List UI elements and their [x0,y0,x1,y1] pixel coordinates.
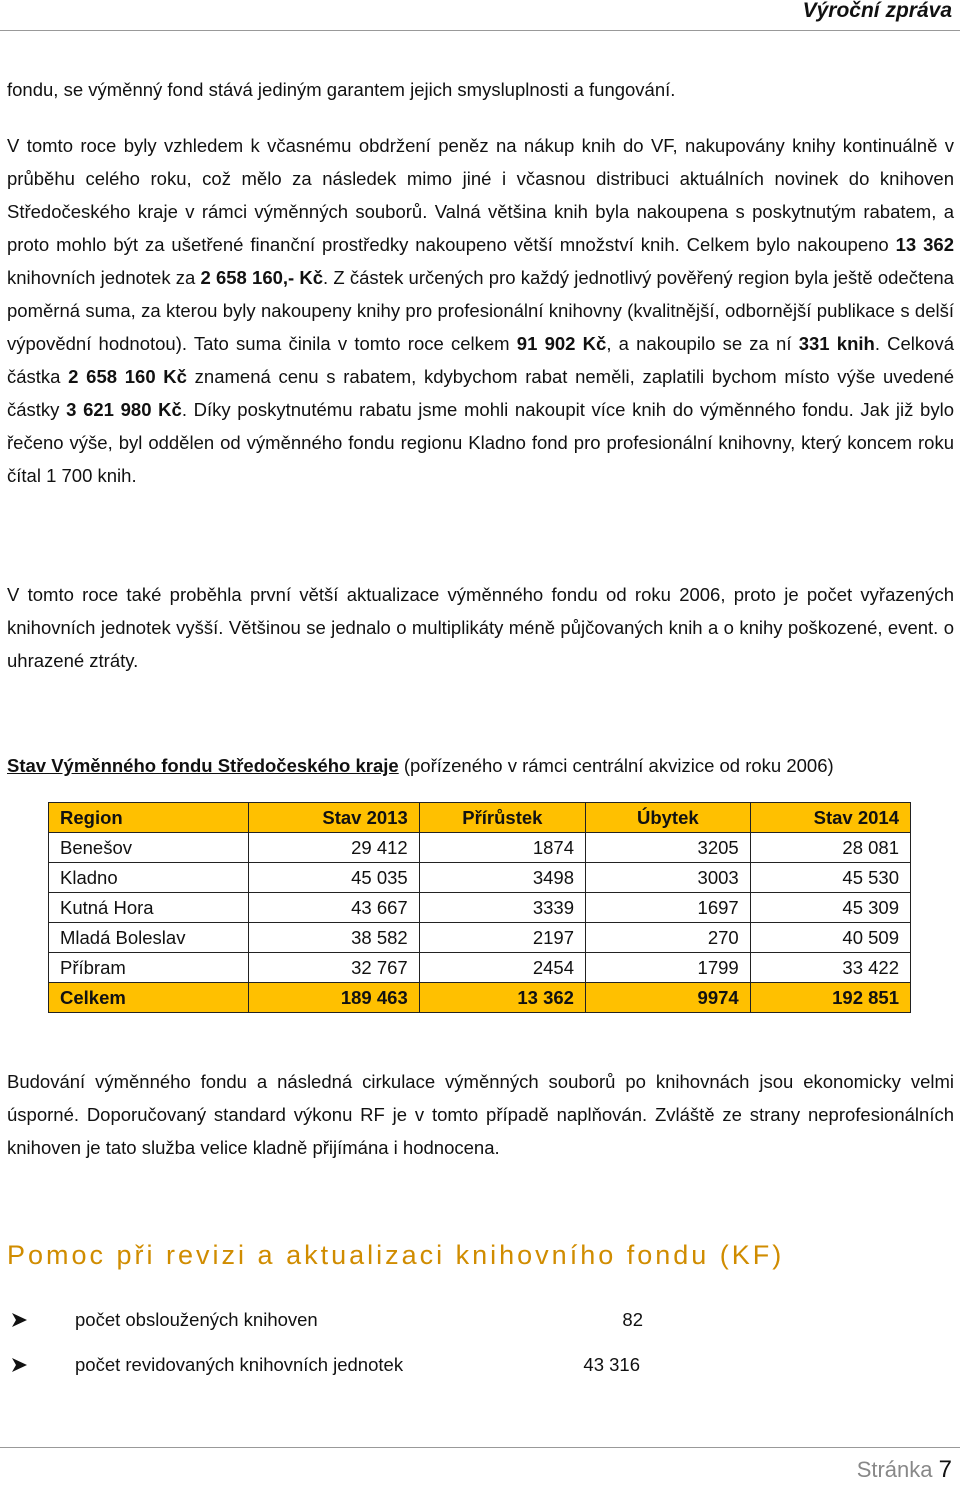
cell-ubytek: 1799 [585,953,750,983]
cell-total-label: Celkem [49,983,249,1013]
cell-region: Kladno [49,863,249,893]
table-row [49,863,911,893]
column-header-stav-2013: Stav 2013 [249,803,419,833]
text-run: znamená cenu s rabatem, kdybychom rabat neměli, zaplatili bychom místo výše uvedené částky [7,366,954,420]
paragraph-circulation: Budování výměnného fondu a následná cirkulace výměnných souborů po knihovnách jsou ekonomicky velmi úsporné. Doporučovaný standard výkonu RF je v tomto případě naplňován. Zvláště ze strany neprofesionálních knihoven je tato služba velice kladně přijímána i hodnocena. [7,1071,954,1158]
bold-discount-price: 2 658 160 Kč [68,366,187,387]
section-title: Pomoc při revizi a aktualizaci knihovního fondu (KF) [7,1240,785,1270]
paragraph-purchases [7,129,954,492]
cell-prirustek: 2454 [419,953,585,983]
text-run: . Z částek určených pro každý jednotlivý pověřený region byla ještě odečtena poměrná suma, za kterou byly nakoupeny knihy pro profesionální knihovny (kvalitnější, odbornější publikace s delší výpovědní hodnotou). Tato suma činila v tomto roce celkem [7,267,954,354]
footer-divider [0,1447,960,1448]
cell-region: Kutná Hora [49,893,249,923]
arrow-bullet-icon [9,1305,31,1335]
cell-total-stav-2013: 189 463 [249,983,419,1013]
table-row [49,833,911,863]
text-run: . Díky poskytnutému rabatu jsme mohli nakoupit více knih do výměnného fondu. Jak již bylo řečeno výše, byl oddělen od výměnného fondu regionu Kladno fond pro profesionální knihovny, který koncem roku čítal 1 700 knih. [7,399,954,486]
table-row [49,923,911,953]
cell-region: Mladá Boleslav [49,923,249,953]
table-header-row [49,803,911,833]
paragraph-intro: fondu, se výměnný fond stává jediným garantem jejich smysluplnosti a fungování. [7,79,676,100]
cell-prirustek: 3339 [419,893,585,923]
bold-professional-books: 331 knih [798,333,875,354]
bold-units-purchased: 13 362 [895,234,954,255]
cell-stav-2013: 45 035 [249,863,419,893]
table-total-row [49,983,911,1013]
cell-total-stav-2014: 192 851 [750,983,910,1013]
column-header-prirustek: Přírůstek [419,803,585,833]
text-run: , a nakoupilo se za ní [606,333,799,354]
cell-stav-2014: 45 309 [750,893,910,923]
column-header-region: Region [49,803,249,833]
cell-region: Příbram [49,953,249,983]
cell-ubytek: 3205 [585,833,750,863]
cell-total-ubytek: 9974 [585,983,750,1013]
column-header-ubytek: Úbytek [585,803,750,833]
page-number: 7 [938,1456,952,1483]
column-header-stav-2014: Stav 2014 [750,803,910,833]
page-label: Stránka [856,1457,933,1482]
cell-stav-2013: 43 667 [249,893,419,923]
header-divider [0,30,960,31]
cell-ubytek: 1697 [585,893,750,923]
cell-stav-2013: 32 767 [249,953,419,983]
cell-ubytek: 270 [585,923,750,953]
bullet-value: 43 316 [583,1354,640,1375]
bold-professional-sum: 91 902 Kč [516,333,607,354]
table-row [49,953,911,983]
cell-prirustek: 3498 [419,863,585,893]
page-footer [857,1456,952,1484]
text-run: V tomto roce byly vzhledem k včasnému obdržení peněz na nákup knih do VF, nakupovány knihy kontinuálně v průběhu celého roku, což mělo za následek mimo jiné i včasnou distribuci aktuálních novinek do knihoven Středočeského kraje v rámci výměnných souborů. Valná většina knih byla nakoupena s poskytnutým rabatem, a proto mohlo být za ušetřené finanční prostředky nakoupeno větší množství knih. Celkem bylo nakoupeno [7,135,954,255]
bold-total-cost: 2 658 160,- Kč [200,267,324,288]
cell-ubytek: 3003 [585,863,750,893]
fund-status-table [48,802,911,1013]
cell-stav-2013: 29 412 [249,833,419,863]
table-heading-rest: (pořízeného v rámci centrální akvizice od roku 2006) [398,755,834,776]
cell-region: Benešov [49,833,249,863]
bullet-label: počet revidovaných knihovních jednotek [75,1354,404,1375]
cell-stav-2014: 40 509 [750,923,910,953]
cell-stav-2014: 28 081 [750,833,910,863]
document-header-title: Výroční zpráva [802,0,952,22]
cell-total-prirustek: 13 362 [419,983,585,1013]
table-heading-underlined: Stav Výměnného fondu Středočeského kraje [7,755,399,776]
cell-prirustek: 1874 [419,833,585,863]
cell-stav-2014: 33 422 [750,953,910,983]
arrow-bullet-icon [9,1350,31,1380]
bullet-value: 82 [622,1309,643,1330]
text-run: knihovních jednotek za [7,267,201,288]
bold-full-price: 3 621 980 Kč [66,399,182,420]
cell-stav-2013: 38 582 [249,923,419,953]
text-run: . Celková částka [7,333,954,387]
bullet-label: počet obsloužených knihoven [75,1309,318,1330]
cell-prirustek: 2197 [419,923,585,953]
table-heading [7,749,957,782]
cell-stav-2014: 45 530 [750,863,910,893]
table-row [49,893,911,923]
paragraph-update: V tomto roce také proběhla první větší aktualizace výměnného fondu od roku 2006, proto je počet vyřazených knihovních jednotek vyšší. Většinou se jednalo o multiplikáty méně půjčovaných knih a o knihy poškozené, event. o uhrazené ztráty. [7,584,954,671]
